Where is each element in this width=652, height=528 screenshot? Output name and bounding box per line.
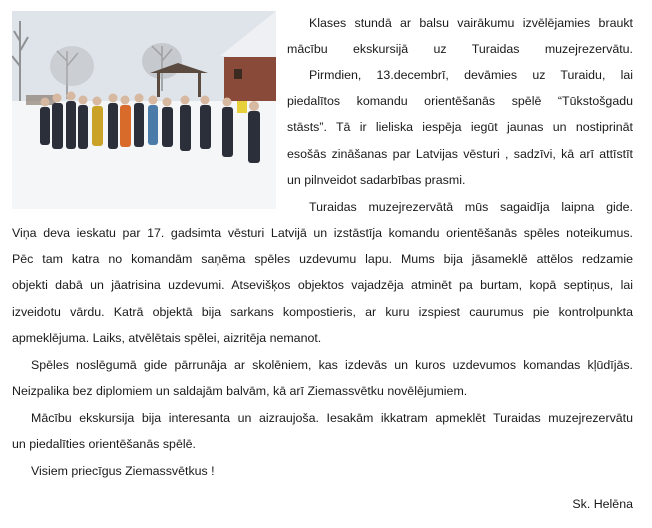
article-line-16: Mācību ekskursija bija interesanta un aizraujoša. Iesakām ikkatram apmeklēt Turaidas muzejrezervātu — [31, 411, 633, 425]
article-line-4: piedalītos komandu orientēšanās spēlē “Tūkstošgadu — [287, 94, 633, 108]
group-photo — [12, 11, 276, 209]
article-line-17: un piedalīties orientēšanās spēlē. — [12, 437, 196, 451]
article-line-11: objekti dabā un jāatrisina uzdevumi. Atsevišķos objektos vajadzēja atminēt pa burtam, kopā septiņus, lai — [12, 278, 633, 292]
article-line-13: apmeklējuma. Laiks, atvēlētais spēlei, aizritēja nemanot. — [12, 331, 322, 345]
article-line-1: Klases stundā ar balsu vairākumu izvēlējamies braukt — [309, 16, 633, 30]
article-line-14: Spēles noslēgumā gide pārrunāja ar skolēniem, kas izdevās un kuros uzdevumos komandas kļūdījās. — [31, 358, 633, 372]
article-line-15: Neizpalika bez diplomiem un saldajām balvām, kā arī Ziemassvētku novēlējumiem. — [12, 384, 468, 398]
author-signature: Sk. Helēna — [572, 497, 633, 511]
article-line-2: mācību ekskursijā uz Turaidas muzejrezervātu. — [287, 42, 633, 56]
article-line-18: Visiem priecīgus Ziemassvētkus ! — [31, 464, 215, 478]
article-line-6: esošās zināšanas par Latvijas vēsturi , sadzīvi, kā arī attīstīt — [287, 147, 633, 161]
group-photo-drawing — [12, 11, 276, 209]
article-line-3: Pirmdien, 13.decembrī, devāmies uz Turaidu, lai — [309, 68, 633, 82]
article-line-12: izveidotu vārdu. Katrā objektā bija sarkans kompostieris, ar kuru izspiest caurumus pie kontrolpunkta — [12, 305, 633, 319]
article-line-8: Turaidas muzejrezervātā mūs sagaidīja laipna gide. — [309, 200, 633, 214]
article-line-9: Viņa deva ieskatu par 17. gadsimta vēsturi Latvijā un izstāstīja komandu orientēšanās spēles noteikumus. — [12, 226, 633, 240]
article-line-5: stāsts”. Tā ir lieliska iespēja iegūt jaunas un nostiprināt — [287, 120, 633, 134]
article-line-7: un pilnveidot sadarbības prasmi. — [287, 173, 466, 187]
article-line-10: Pēc tam katra no komandām saņēma spēles uzdevumu lapu. Mums bija jāsameklē attēlos redzamie — [12, 252, 633, 266]
